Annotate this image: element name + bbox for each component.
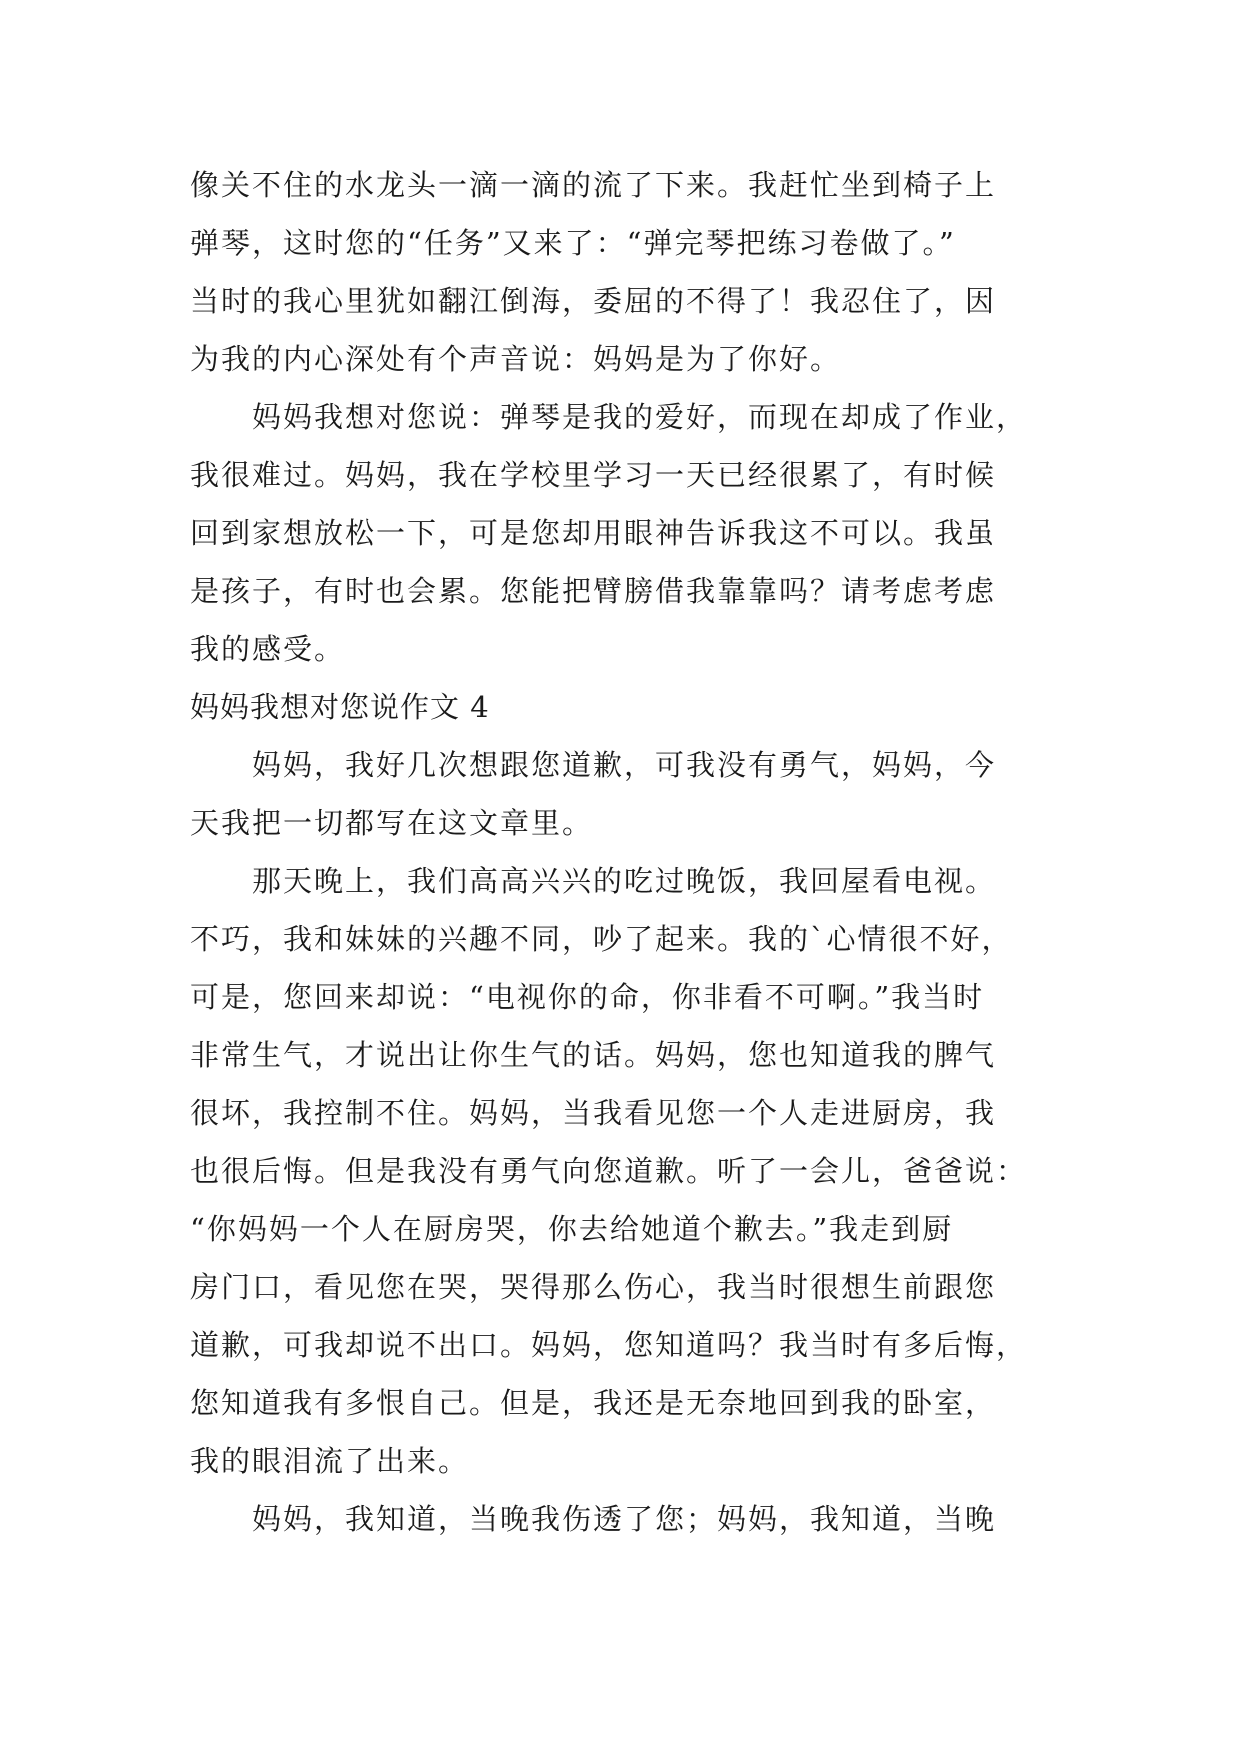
text-line: 您知道我有多恨自己。但是，我还是无奈地回到我的卧室， — [190, 1386, 997, 1420]
section-heading: 妈妈我想对您说作文 4 — [190, 690, 490, 724]
text-line: 那天晚上，我们高高兴兴的吃过晚饭，我回屋看电视。 — [252, 864, 997, 898]
text-line: 回到家想放松一下，可是您却用眼神告诉我这不可以。我虽 — [190, 516, 997, 550]
text-line: 非常生气，才说出让你生气的话。妈妈，您也知道我的脾气 — [190, 1038, 997, 1072]
text-line: 房门口，看见您在哭，哭得那么伤心，我当时很想生前跟您 — [190, 1270, 997, 1304]
text-line: 很坏，我控制不住。妈妈，当我看见您一个人走进厨房，我 — [190, 1096, 997, 1130]
text-line: 弹琴，这时您的“任务”又来了：“弹完琴把练习卷做了。” — [190, 226, 956, 260]
text-line: 不巧，我和妹妹的兴趣不同，吵了起来。我的`心情很不好， — [190, 922, 1013, 956]
text-line: 妈妈，我好几次想跟您道歉，可我没有勇气，妈妈，今 — [252, 748, 997, 782]
text-line: 我的眼泪流了出来。 — [190, 1444, 470, 1478]
text-line: 我很难过。妈妈，我在学校里学习一天已经很累了，有时候 — [190, 458, 997, 492]
text-line: 妈妈我想对您说：弹琴是我的爱好，而现在却成了作业， — [252, 400, 1028, 434]
text-line: 像关不住的水龙头一滴一滴的流了下来。我赶忙坐到椅子上 — [190, 168, 997, 202]
text-line: 妈妈，我知道，当晚我伤透了您；妈妈，我知道，当晚 — [252, 1502, 997, 1536]
text-line: 为我的内心深处有个声音说：妈妈是为了你好。 — [190, 342, 842, 376]
text-line: 可是，您回来却说：“电视你的命，你非看不可啊。”我当时 — [190, 980, 985, 1014]
text-line: 也很后悔。但是我没有勇气向您道歉。听了一会儿，爸爸说： — [190, 1154, 1028, 1188]
text-line: 当时的我心里犹如翻江倒海，委屈的不得了！我忍住了，因 — [190, 284, 997, 318]
document-body — [190, 156, 1050, 1548]
text-line: “你妈妈一个人在厨房哭，你去给她道个歉去。”我走到厨 — [190, 1212, 954, 1246]
text-line: 是孩子，有时也会累。您能把臂膀借我靠靠吗？请考虑考虑 — [190, 574, 997, 608]
text-line: 我的感受。 — [190, 632, 346, 666]
text-line: 天我把一切都写在这文章里。 — [190, 806, 594, 840]
text-line: 道歉，可我却说不出口。妈妈，您知道吗？我当时有多后悔， — [190, 1328, 1028, 1362]
